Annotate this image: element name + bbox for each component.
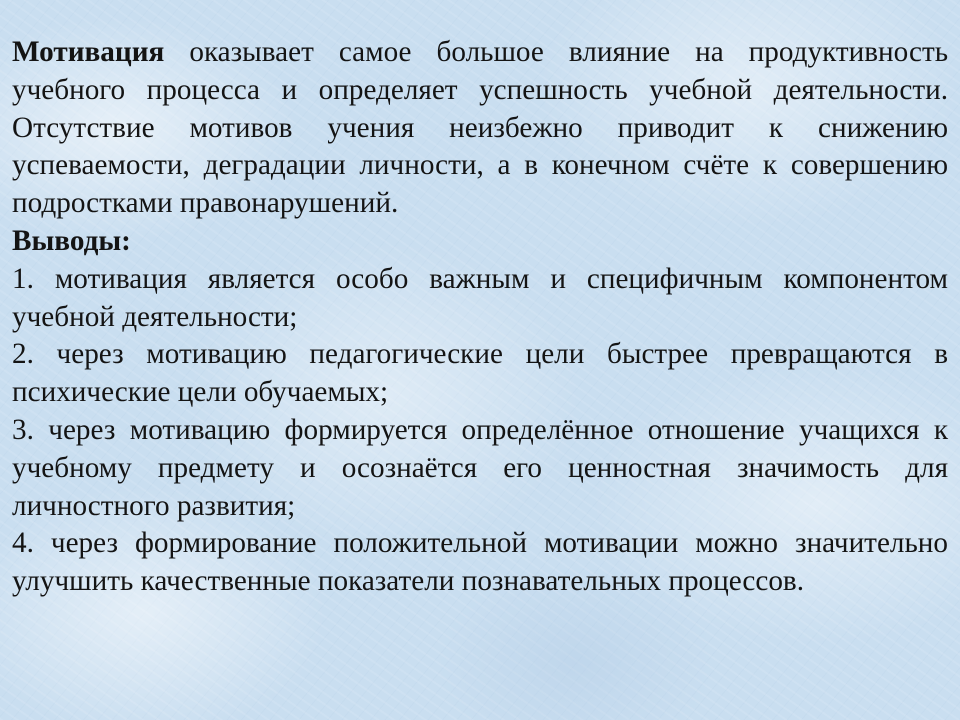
- conclusion-item-1: 1. мотивация является особо важным и специфичным компонентом учебной деятельности;: [12, 262, 948, 333]
- slide-content: [12, 34, 948, 601]
- intro-term: Мотивация: [12, 36, 165, 68]
- conclusions-heading: Выводы:: [12, 224, 131, 257]
- conclusion-item-2: 2. через мотивацию педагогические цели быстрее превращаются в психические цели обучаемых;: [12, 338, 948, 409]
- intro-paragraph: [12, 34, 948, 223]
- conclusion-item-3: 3. через мотивацию формируется определённое отношение учащихся к учебному предмету и осознаётся его ценностная значимость для личностного развития;: [12, 413, 948, 522]
- conclusion-item-4: 4. через формирование положительной мотивации можно значительно улучшить качественные показатели познавательных процессов.: [12, 527, 948, 598]
- intro-text: оказывает самое большое влияние на продуктивность учебного процесса и определяет успешность учебной деятельности. Отсутствие мотивов учения неизбежно приводит к снижению успеваемости, деградации личности, а в конечном счёте к совершению подростками правонарушений.: [12, 36, 949, 220]
